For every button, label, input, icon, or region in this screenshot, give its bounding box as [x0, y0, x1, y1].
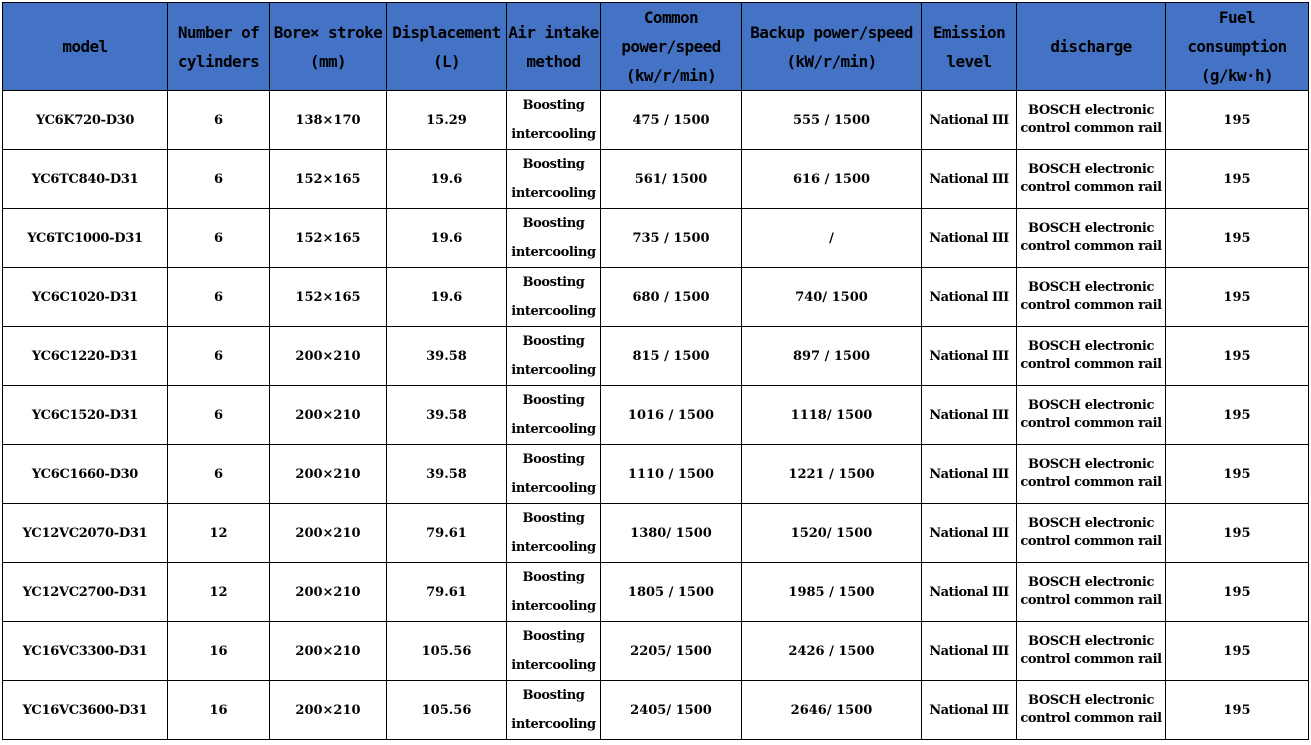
- header-displacement: Displacement (L): [387, 3, 507, 91]
- header-fuel: Fuel consumption (g/kw·h): [1166, 3, 1309, 91]
- cell-fuel: 195: [1166, 150, 1309, 209]
- cell-discharge-line: BOSCH electronic: [1028, 221, 1154, 236]
- cell-discharge: [1017, 150, 1166, 209]
- cell-emission: National III: [922, 268, 1017, 327]
- cell-air-intake-line: Boosting: [522, 688, 585, 703]
- cell-cylinders: 6: [168, 445, 270, 504]
- cell-common-power: 735 / 1500: [601, 209, 742, 268]
- cell-fuel: 195: [1166, 622, 1309, 681]
- cell-air-intake: [507, 386, 601, 445]
- cell-discharge-line: control common rail: [1020, 298, 1162, 313]
- cell-backup-power: 555 / 1500: [742, 91, 922, 150]
- cell-displacement: 79.61: [387, 563, 507, 622]
- cell-air-intake-line: intercooling: [511, 540, 596, 555]
- cell-bore-stroke: 200×210: [270, 563, 387, 622]
- cell-emission: National III: [922, 563, 1017, 622]
- cell-discharge-line: BOSCH electronic: [1028, 339, 1154, 354]
- cell-cylinders: 6: [168, 91, 270, 150]
- cell-air-intake-line: intercooling: [511, 245, 596, 260]
- cell-bore-stroke: 152×165: [270, 209, 387, 268]
- cell-bore-stroke: 200×210: [270, 327, 387, 386]
- cell-discharge-line: BOSCH electronic: [1028, 575, 1154, 590]
- cell-emission: National III: [922, 622, 1017, 681]
- cell-model: YC6C1220-D31: [3, 327, 168, 386]
- cell-emission: National III: [922, 209, 1017, 268]
- cell-air-intake: [507, 622, 601, 681]
- cell-displacement: 39.58: [387, 445, 507, 504]
- cell-bore-stroke: 200×210: [270, 504, 387, 563]
- table-body: [3, 91, 1309, 740]
- cell-air-intake-line: Boosting: [522, 511, 585, 526]
- cell-cylinders: 6: [168, 209, 270, 268]
- header-discharge: discharge: [1017, 3, 1166, 91]
- cell-fuel: 195: [1166, 91, 1309, 150]
- cell-discharge: [1017, 327, 1166, 386]
- cell-backup-power: 1118/ 1500: [742, 386, 922, 445]
- cell-model: YC6K720-D30: [3, 91, 168, 150]
- cell-displacement: 19.6: [387, 150, 507, 209]
- cell-air-intake-line: Boosting: [522, 98, 585, 113]
- table-row: [3, 327, 1309, 386]
- cell-fuel: 195: [1166, 563, 1309, 622]
- header-model: model: [3, 3, 168, 91]
- cell-air-intake-line: Boosting: [522, 570, 585, 585]
- cell-emission: National III: [922, 504, 1017, 563]
- cell-displacement: 39.58: [387, 386, 507, 445]
- cell-bore-stroke: 200×210: [270, 681, 387, 740]
- cell-displacement: 39.58: [387, 327, 507, 386]
- cell-bore-stroke: 152×165: [270, 150, 387, 209]
- cell-discharge: [1017, 386, 1166, 445]
- header-common-power: Common power/speed (kw/r/min): [601, 3, 742, 91]
- cell-discharge-line: BOSCH electronic: [1028, 103, 1154, 118]
- header-backup-power: Backup power/speed (kW/r/min): [742, 3, 922, 91]
- cell-air-intake-line: intercooling: [511, 599, 596, 614]
- cell-model: YC6C1520-D31: [3, 386, 168, 445]
- cell-air-intake-line: Boosting: [522, 393, 585, 408]
- cell-fuel: 195: [1166, 327, 1309, 386]
- cell-discharge: [1017, 209, 1166, 268]
- cell-emission: National III: [922, 327, 1017, 386]
- cell-air-intake: [507, 327, 601, 386]
- cell-cylinders: 16: [168, 622, 270, 681]
- cell-discharge-line: control common rail: [1020, 652, 1162, 667]
- cell-bore-stroke: 152×165: [270, 268, 387, 327]
- cell-emission: National III: [922, 445, 1017, 504]
- cell-backup-power: 2646/ 1500: [742, 681, 922, 740]
- cell-model: YC6TC1000-D31: [3, 209, 168, 268]
- cell-backup-power: 1985 / 1500: [742, 563, 922, 622]
- cell-air-intake-line: intercooling: [511, 717, 596, 732]
- cell-common-power: 1380/ 1500: [601, 504, 742, 563]
- cell-discharge: [1017, 681, 1166, 740]
- cell-air-intake-line: intercooling: [511, 658, 596, 673]
- cell-model: YC16VC3600-D31: [3, 681, 168, 740]
- header-emission: Emission level: [922, 3, 1017, 91]
- header-row: [3, 3, 1309, 91]
- cell-emission: National III: [922, 150, 1017, 209]
- cell-discharge-line: BOSCH electronic: [1028, 398, 1154, 413]
- cell-discharge-line: control common rail: [1020, 534, 1162, 549]
- cell-discharge-line: BOSCH electronic: [1028, 280, 1154, 295]
- cell-common-power: 2405/ 1500: [601, 681, 742, 740]
- cell-air-intake-line: intercooling: [511, 363, 596, 378]
- cell-discharge-line: control common rail: [1020, 416, 1162, 431]
- cell-air-intake-line: intercooling: [511, 422, 596, 437]
- cell-discharge-line: control common rail: [1020, 593, 1162, 608]
- cell-common-power: 1805 / 1500: [601, 563, 742, 622]
- cell-discharge-line: control common rail: [1020, 475, 1162, 490]
- header-cylinders: Number of cylinders: [168, 3, 270, 91]
- cell-discharge: [1017, 268, 1166, 327]
- cell-air-intake: [507, 445, 601, 504]
- cell-model: YC16VC3300-D31: [3, 622, 168, 681]
- cell-discharge-line: control common rail: [1020, 180, 1162, 195]
- cell-air-intake-line: intercooling: [511, 186, 596, 201]
- cell-common-power: 1110 / 1500: [601, 445, 742, 504]
- engine-spec-table: [2, 2, 1309, 740]
- cell-model: YC12VC2070-D31: [3, 504, 168, 563]
- cell-air-intake-line: Boosting: [522, 334, 585, 349]
- cell-cylinders: 16: [168, 681, 270, 740]
- cell-common-power: 2205/ 1500: [601, 622, 742, 681]
- cell-air-intake-line: intercooling: [511, 304, 596, 319]
- cell-displacement: 19.6: [387, 209, 507, 268]
- cell-air-intake-line: Boosting: [522, 157, 585, 172]
- table-row: [3, 209, 1309, 268]
- cell-emission: National III: [922, 91, 1017, 150]
- cell-cylinders: 6: [168, 386, 270, 445]
- cell-fuel: 195: [1166, 504, 1309, 563]
- cell-fuel: 195: [1166, 681, 1309, 740]
- table-row: [3, 268, 1309, 327]
- cell-common-power: 561/ 1500: [601, 150, 742, 209]
- table-row: [3, 386, 1309, 445]
- cell-discharge: [1017, 563, 1166, 622]
- cell-discharge-line: BOSCH electronic: [1028, 162, 1154, 177]
- cell-discharge-line: BOSCH electronic: [1028, 516, 1154, 531]
- cell-model: YC6C1660-D30: [3, 445, 168, 504]
- cell-air-intake: [507, 563, 601, 622]
- cell-common-power: 680 / 1500: [601, 268, 742, 327]
- cell-cylinders: 12: [168, 563, 270, 622]
- cell-cylinders: 12: [168, 504, 270, 563]
- cell-discharge: [1017, 504, 1166, 563]
- cell-discharge-line: control common rail: [1020, 121, 1162, 136]
- cell-air-intake: [507, 681, 601, 740]
- cell-discharge-line: BOSCH electronic: [1028, 634, 1154, 649]
- cell-backup-power: /: [742, 209, 922, 268]
- cell-air-intake-line: Boosting: [522, 452, 585, 467]
- cell-cylinders: 6: [168, 150, 270, 209]
- table-row: [3, 150, 1309, 209]
- cell-bore-stroke: 200×210: [270, 622, 387, 681]
- cell-backup-power: 2426 / 1500: [742, 622, 922, 681]
- cell-air-intake-line: Boosting: [522, 216, 585, 231]
- cell-fuel: 195: [1166, 268, 1309, 327]
- cell-model: YC6C1020-D31: [3, 268, 168, 327]
- cell-backup-power: 1520/ 1500: [742, 504, 922, 563]
- cell-discharge-line: control common rail: [1020, 711, 1162, 726]
- cell-discharge-line: control common rail: [1020, 357, 1162, 372]
- cell-fuel: 195: [1166, 445, 1309, 504]
- table-row: [3, 563, 1309, 622]
- cell-discharge: [1017, 91, 1166, 150]
- cell-discharge-line: control common rail: [1020, 239, 1162, 254]
- cell-cylinders: 6: [168, 268, 270, 327]
- cell-common-power: 1016 / 1500: [601, 386, 742, 445]
- cell-fuel: 195: [1166, 386, 1309, 445]
- cell-fuel: 195: [1166, 209, 1309, 268]
- cell-air-intake-line: Boosting: [522, 629, 585, 644]
- cell-air-intake-line: intercooling: [511, 481, 596, 496]
- cell-discharge-line: BOSCH electronic: [1028, 457, 1154, 472]
- cell-displacement: 105.56: [387, 681, 507, 740]
- cell-backup-power: 897 / 1500: [742, 327, 922, 386]
- cell-emission: National III: [922, 681, 1017, 740]
- cell-air-intake: [507, 91, 601, 150]
- table-row: [3, 681, 1309, 740]
- cell-common-power: 475 / 1500: [601, 91, 742, 150]
- cell-backup-power: 616 / 1500: [742, 150, 922, 209]
- cell-air-intake: [507, 504, 601, 563]
- table-row: [3, 622, 1309, 681]
- cell-displacement: 15.29: [387, 91, 507, 150]
- cell-model: YC6TC840-D31: [3, 150, 168, 209]
- cell-air-intake: [507, 209, 601, 268]
- table-row: [3, 445, 1309, 504]
- table-row: [3, 504, 1309, 563]
- cell-discharge: [1017, 622, 1166, 681]
- cell-displacement: 105.56: [387, 622, 507, 681]
- header-air-intake: Air intake method: [507, 3, 601, 91]
- cell-air-intake: [507, 150, 601, 209]
- cell-air-intake-line: Boosting: [522, 275, 585, 290]
- cell-displacement: 79.61: [387, 504, 507, 563]
- cell-backup-power: 740/ 1500: [742, 268, 922, 327]
- cell-emission: National III: [922, 386, 1017, 445]
- cell-bore-stroke: 138×170: [270, 91, 387, 150]
- cell-discharge: [1017, 445, 1166, 504]
- cell-bore-stroke: 200×210: [270, 386, 387, 445]
- cell-common-power: 815 / 1500: [601, 327, 742, 386]
- cell-displacement: 19.6: [387, 268, 507, 327]
- cell-backup-power: 1221 / 1500: [742, 445, 922, 504]
- cell-bore-stroke: 200×210: [270, 445, 387, 504]
- cell-air-intake-line: intercooling: [511, 127, 596, 142]
- cell-model: YC12VC2700-D31: [3, 563, 168, 622]
- header-bore-stroke: Bore× stroke (mm): [270, 3, 387, 91]
- cell-cylinders: 6: [168, 327, 270, 386]
- table-row: [3, 91, 1309, 150]
- cell-air-intake: [507, 268, 601, 327]
- cell-discharge-line: BOSCH electronic: [1028, 693, 1154, 708]
